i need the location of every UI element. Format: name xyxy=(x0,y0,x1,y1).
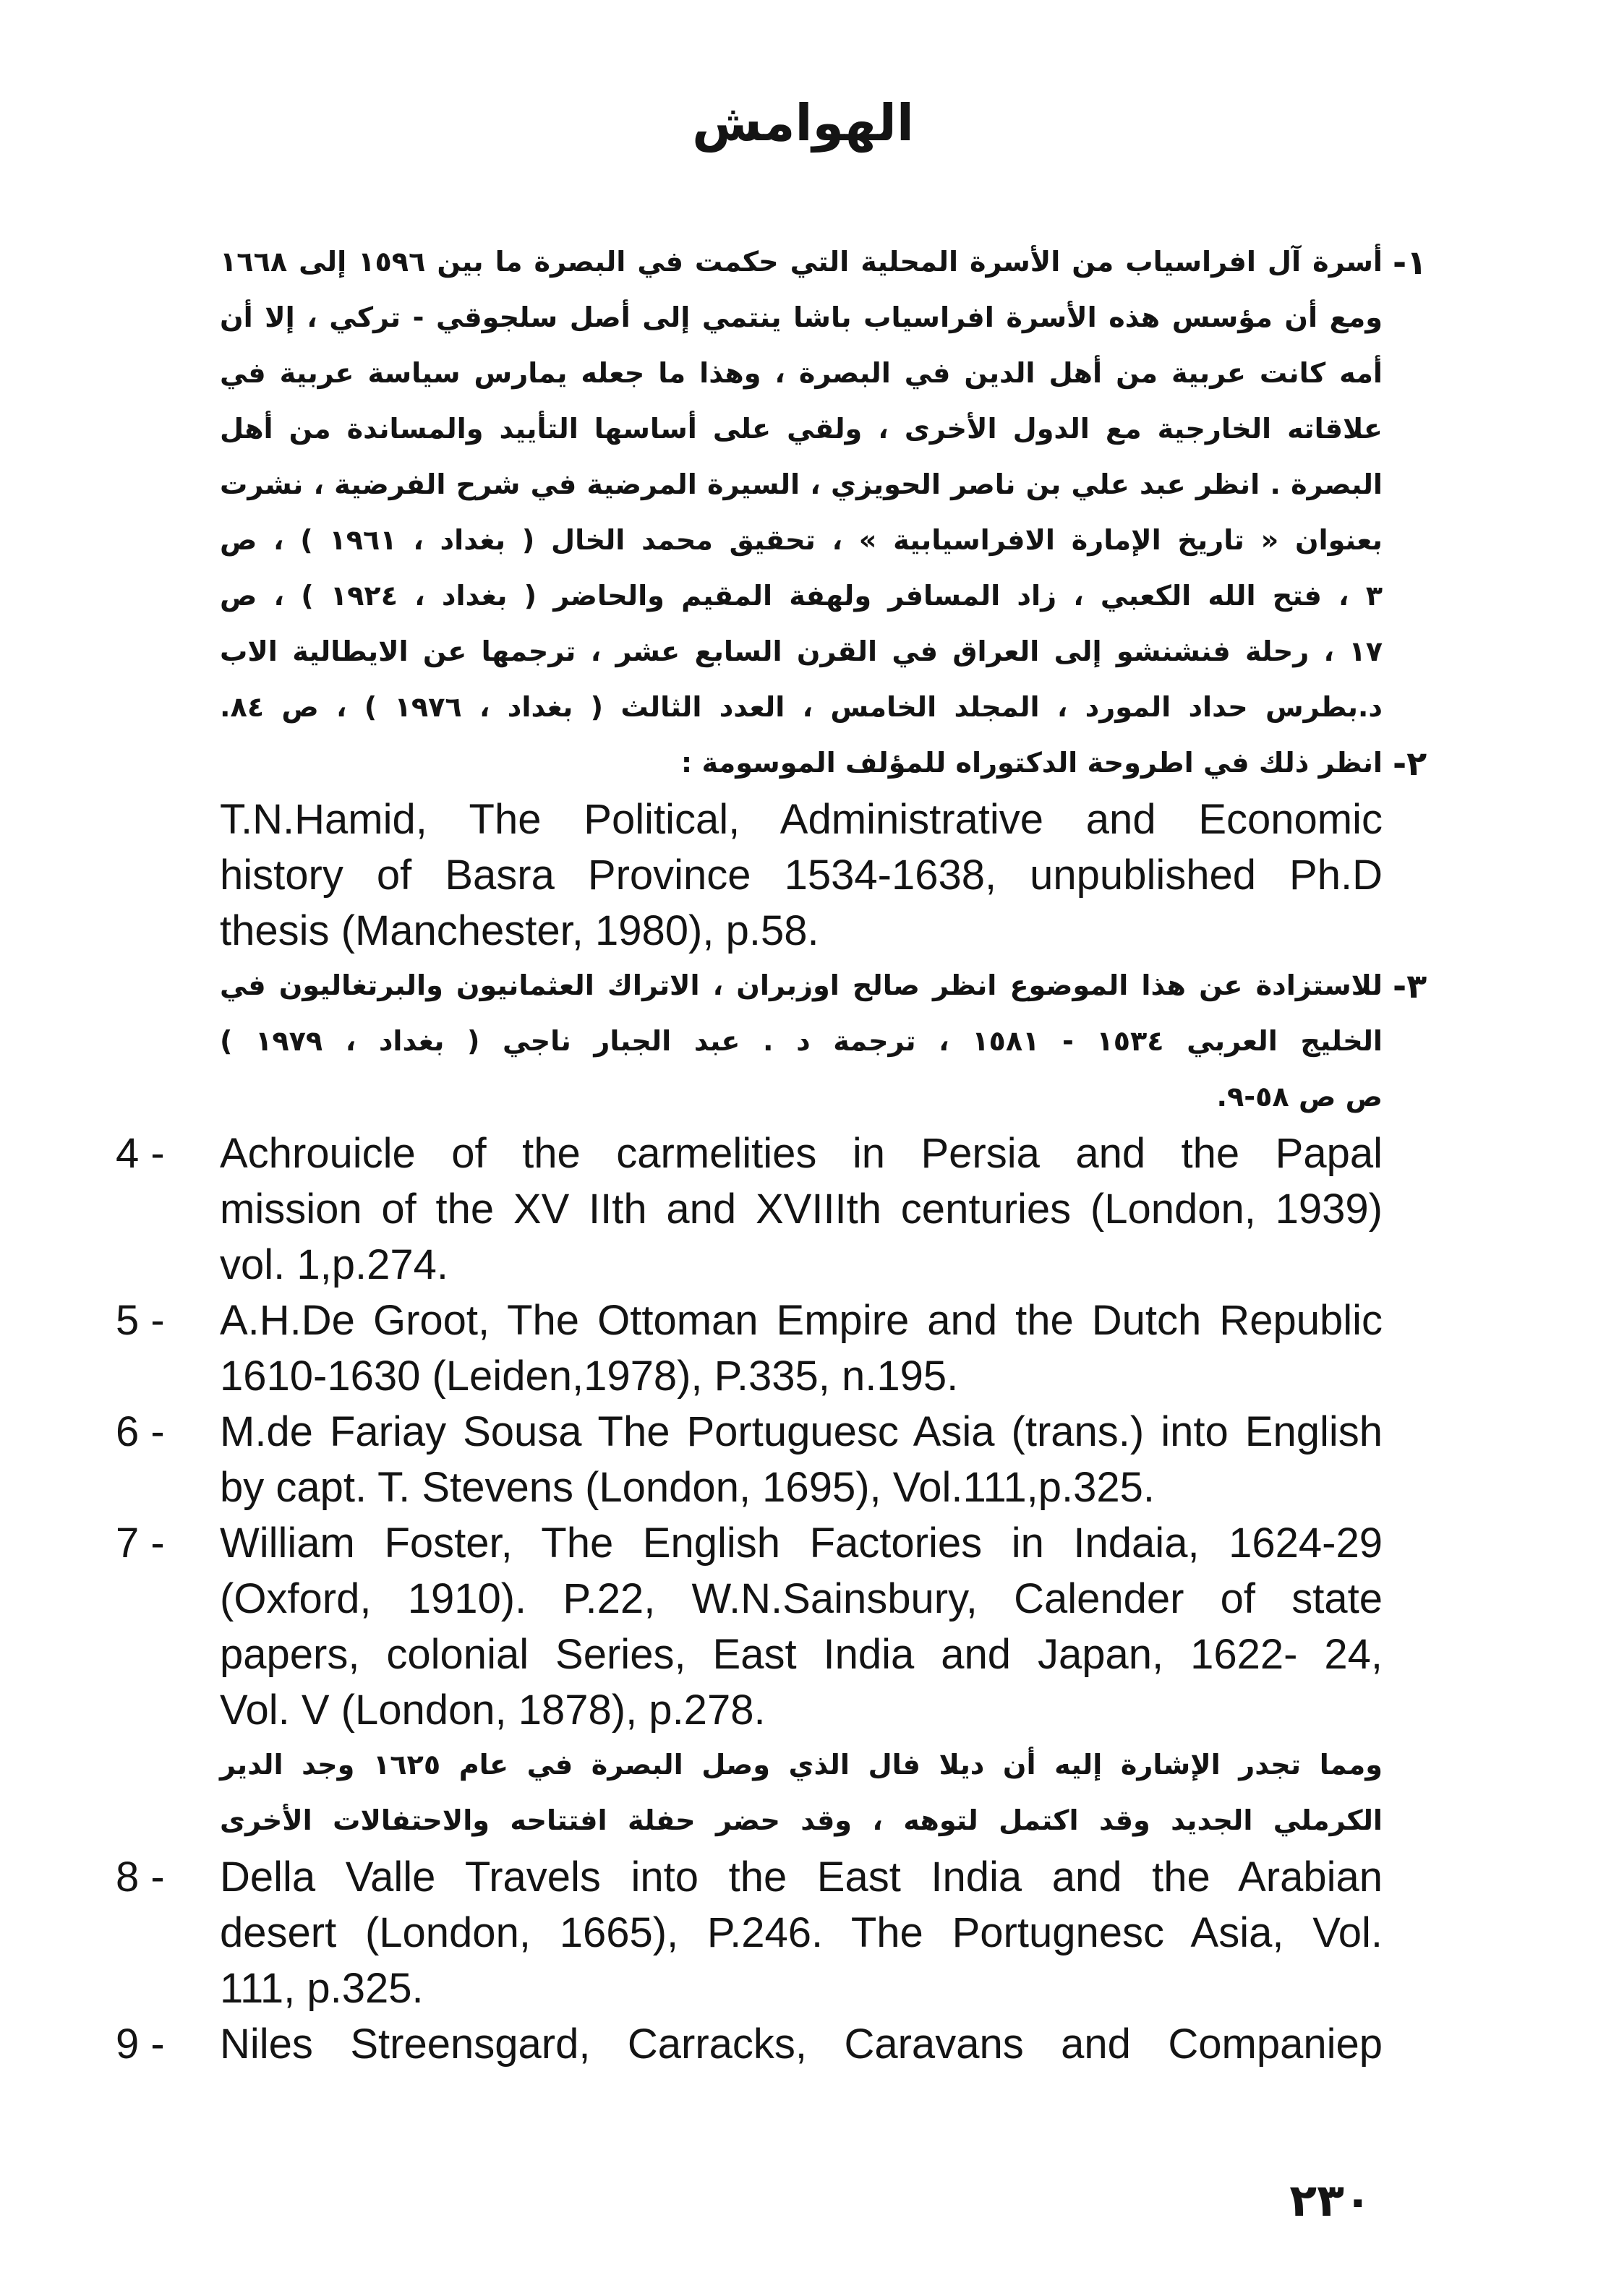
footnote-line: بعنوان « تاريخ الإمارة الافراسيابية » ، تحقيق محمد الخال ( بغداد ، ١٩٦١ ) ، ص xyxy=(220,525,1383,557)
footnote-line: papers, colonial Series, East India and Japan, 1622- 24, xyxy=(220,1631,1383,1678)
footnote-line: Achrouicle of the carmelities in Persia and the Papal xyxy=(220,1130,1383,1177)
footnote-line: ومما تجدر الإشارة إليه أن ديلا فال الذي وصل البصرة في عام ١٦٢٥ وجد الدير xyxy=(220,1749,1383,1781)
footnote-line: الخليج العربي ١٥٣٤ - ١٥٨١ ، ترجمة د . عبد الجبار ناجي ( بغداد ، ١٩٧٩ ) xyxy=(220,1026,1383,1058)
footnote-number: 4 - xyxy=(116,1130,165,1177)
footnote-line: A.H.De Groot, The Ottoman Empire and the Dutch Republic xyxy=(220,1297,1383,1344)
footnote-line: ص ص ٥٨-٩. xyxy=(1216,1081,1383,1113)
footnote-line: ٣ ، فتح الله الكعبي ، زاد المسافر ولهفة المقيم والحاضر ( بغداد ، ١٩٢٤ ) ، ص xyxy=(220,581,1383,612)
footnote-line: علاقاته الخارجية مع الدول الأخرى ، ولقي على أساسها التأييد والمساندة من أهل xyxy=(220,414,1383,445)
footnote-number: 9 - xyxy=(116,2021,165,2068)
footnote-number: 6 - xyxy=(116,1408,165,1455)
footnote-number: -١ xyxy=(1393,243,1427,282)
footnote-line: thesis (Manchester, 1980), p.58. xyxy=(220,907,819,954)
footnote-6 xyxy=(0,1404,1606,1515)
footnote-line: للاستزادة عن هذا الموضوع انظر صالح اوزبران ، الاتراك العثمانيون والبرتغاليون في xyxy=(220,970,1383,1002)
footnote-line: البصرة . انظر عبد علي بن ناصر الحويزي ، السيرة المرضية في شرح الفرضية ، نشرت xyxy=(220,469,1383,501)
footnote-number: -٣ xyxy=(1393,967,1427,1006)
footnotes-list xyxy=(0,235,1606,2072)
footnote-line: 111, p.325. xyxy=(220,1965,424,2012)
footnote-line: vol. 1,p.274. xyxy=(220,1241,448,1288)
footnote-line: الكرملي الجديد وقد اكتمل لتوهه ، وقد حضر حفلة افتتاحه والاحتفالات الأخرى xyxy=(220,1805,1383,1837)
footnote-number: 7 - xyxy=(116,1520,165,1567)
footnote-line: M.de Fariay Sousa The Portuguesc Asia (trans.) into English xyxy=(220,1408,1383,1455)
footnote-2 xyxy=(0,736,1606,959)
footnote-line: history of Basra Province 1534-1638, unpublished Ph.D xyxy=(220,852,1383,899)
footnote-9 xyxy=(0,2016,1606,2072)
footnote-line: William Foster, The English Factories in Indaia, 1624-29 xyxy=(220,1520,1383,1567)
footnote-line: Vol. V (London, 1878), p.278. xyxy=(220,1687,766,1734)
footnote-7 xyxy=(0,1515,1606,1849)
footnote-5 xyxy=(0,1293,1606,1404)
footnote-number: 8 - xyxy=(116,1854,165,1901)
footnote-line: (Oxford, 1910). P.22, W.N.Sainsbury, Calender of state xyxy=(220,1575,1383,1622)
footnote-line: Niles Streensgard, Carracks, Caravans and Companiep xyxy=(220,2021,1383,2068)
footnote-3 xyxy=(0,959,1606,1126)
footnote-line: mission of the XV IIth and XVIIIth centuries (London, 1939) xyxy=(220,1186,1383,1233)
footnote-8 xyxy=(0,1849,1606,2016)
footnote-4 xyxy=(0,1126,1606,1293)
footnote-line: انظر ذلك في اطروحة الدكتوراه للمؤلف الموسومة : xyxy=(680,748,1383,779)
footnote-line: 1610-1630 (Leiden,1978), P.335, n.195. xyxy=(220,1353,959,1400)
page-title: الهوامش xyxy=(692,93,914,153)
page-number: ٢٣٠ xyxy=(1289,2174,1372,2227)
footnote-1 xyxy=(0,235,1606,736)
footnote-number: 5 - xyxy=(116,1297,165,1344)
footnote-number: -٢ xyxy=(1393,744,1427,783)
footnote-line: by capt. T. Stevens (London, 1695), Vol.111,p.325. xyxy=(220,1464,1156,1511)
footnote-line: أسرة آل افراسياب من الأسرة المحلية التي حكمت في البصرة ما بين ١٥٩٦ إلى ١٦٦٨ xyxy=(220,247,1383,278)
footnote-line: T.N.Hamid, The Political, Administrative and Economic xyxy=(220,796,1383,843)
footnote-line: Della Valle Travels into the East India and the Arabian xyxy=(220,1854,1383,1901)
footnote-line: ١٧ ، رحلة فنشنشو إلى العراق في القرن السابع عشر ، ترجمها عن الايطالية الاب xyxy=(220,636,1383,668)
footnote-line: ومع أن مؤسس هذه الأسرة افراسياب باشا ينتمي إلى أصل سلجوقي - تركي ، إلا أن xyxy=(220,302,1383,334)
footnote-line: أمه كانت عربية من أهل الدين في البصرة ، وهذا ما جعله يمارس سياسة عربية في xyxy=(220,358,1383,390)
footnote-line: د.بطرس حداد المورد ، المجلد الخامس ، العدد الثالث ( بغداد ، ١٩٧٦ ) ، ص ٨٤. xyxy=(220,692,1383,724)
footnote-line: desert (London, 1665), P.246. The Portugnesc Asia, Vol. xyxy=(220,1909,1383,1956)
